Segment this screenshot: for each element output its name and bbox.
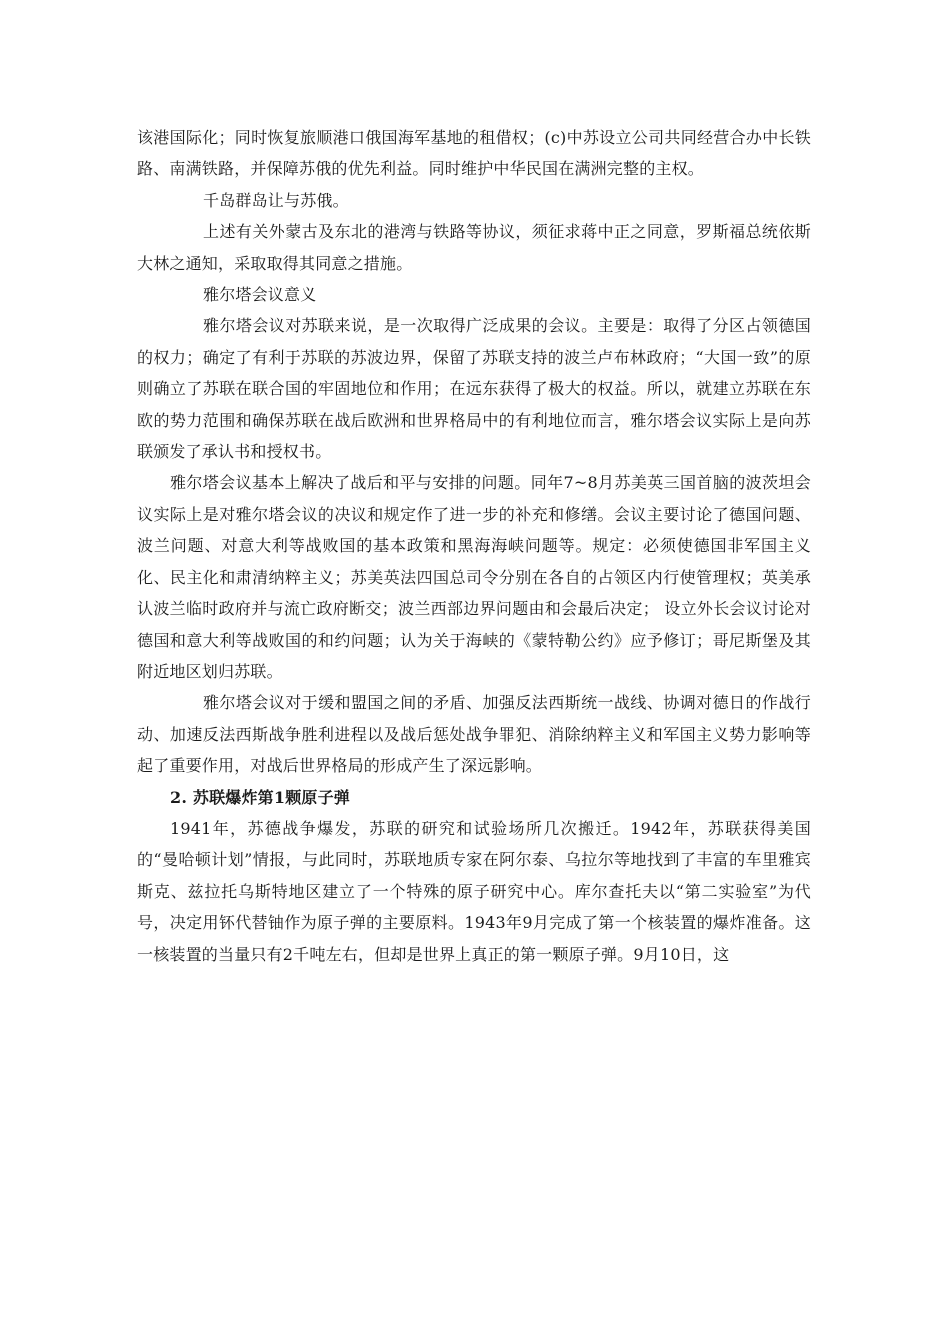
paragraph-kuril-islands: 千岛群岛让与苏俄。: [203, 190, 349, 210]
section-heading-atomic-bomb: 2. 苏联爆炸第1颗原子弹: [170, 787, 351, 807]
paragraph-consent-measures: 上述有关外蒙古及东北的港湾与铁路等协议，须征求蒋中正之同意，罗斯福总统依斯大林之通知，采取取得其同意之措施。: [137, 222, 811, 273]
document-page: [137, 122, 811, 970]
paragraph-yalta-significance: 雅尔塔会议对苏联来说，是一次取得广泛成果的会议。主要是：取得了分区占领德国的权力；确定了有利于苏联的苏波边界，保留了苏联支持的波兰卢布林政府；“大国一致”的原则确立了苏联在联合国的牢固地位和作用；在远东获得了极大的权益。所以，就建立苏联在东欧的势力范围和确保苏联在战后欧洲和世界格局中的有利地位而言，雅尔塔会议实际上是向苏联颁发了承认书和授权书。: [137, 316, 811, 462]
paragraph-yalta-impact: 雅尔塔会议对于缓和盟国之间的矛盾、加强反法西斯统一战线、协调对德日的作战行动、加速反法西斯战争胜利进程以及战后惩处战争罪犯、消除纳粹主义和军国主义势力影响等起了重要作用，对战后世界格局的形成产生了深远影响。: [137, 693, 811, 776]
paragraph-atomic-bomb: 1941年，苏德战争爆发，苏联的研究和试验场所几次搬迁。1942年，苏联获得美国的“曼哈顿计划”情报，与此同时，苏联地质专家在阿尔泰、乌拉尔等地找到了丰富的车里雅宾斯克、兹拉托乌斯特地区建立了一个特殊的原子研究中心。库尔查托夫以“第二实验室”为代号，决定用钚代替铀作为原子弹的主要原料。1943年9月完成了第一个核装置的爆炸准备。这一核装置的当量只有2千吨左右，但却是世界上真正的第一颗原子弹。9月10日，这: [137, 818, 811, 964]
paragraph-potsdam-conference: 雅尔塔会议基本上解决了战后和平与安排的问题。同年7~8月苏美英三国首脑的波茨坦会议实际上是对雅尔塔会议的决议和规定作了进一步的补充和修缮。会议主要讨论了德国问题、波兰问题、对意大利等战败国的基本政策和黑海海峡问题等。规定：必须使德国非军国主义化、民主化和肃清纳粹主义；苏美英法四国总司令分别在各自的占领区内行使管理权；英美承认波兰临时政府并与流亡政府断交；波兰西部边界问题由和会最后决定； 设立外长会议讨论对德国和意大利等战败国的和约问题；认为关于海峡的《蒙特勒公约》应予修订；哥尼斯堡及其附近地区划归苏联。: [137, 473, 811, 681]
subheading-yalta-significance: 雅尔塔会议意义: [203, 285, 317, 305]
paragraph-treaty-continuation: 该港国际化；同时恢复旅顺港口俄国海军基地的租借权；(c)中苏设立公司共同经营合办中长铁路、南满铁路，并保障苏俄的优先利益。同时维护中华民国在满洲完整的主权。: [137, 128, 811, 179]
